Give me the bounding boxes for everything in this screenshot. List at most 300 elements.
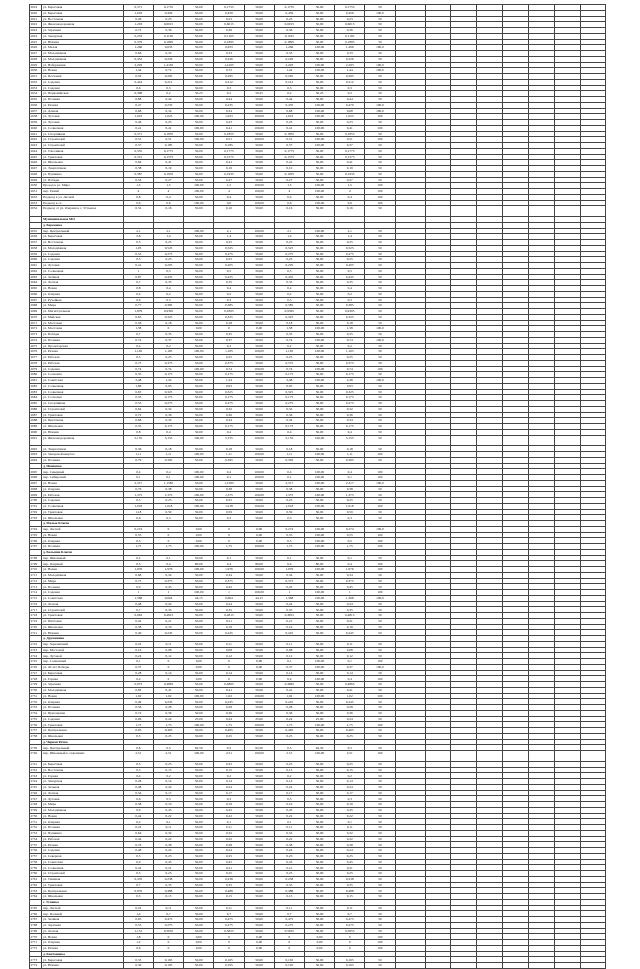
value-cell: 0,11 xyxy=(153,905,183,911)
value-cell: 50,00 xyxy=(244,120,274,126)
value-cell: 50 xyxy=(365,263,395,269)
value-cell: 50 xyxy=(365,807,395,813)
value-cell: 50,00 xyxy=(184,314,214,320)
value-cell: 50,00 xyxy=(304,424,334,430)
road-name-cell: ул. Горная xyxy=(42,676,123,682)
road-name-cell: ул. Озерная xyxy=(42,486,123,492)
value-cell: 1,165 xyxy=(153,349,183,355)
value-cell: 50,00 xyxy=(304,871,334,877)
value-cell: 0,33 xyxy=(274,51,304,57)
road-name-cell: ул. Трактовая xyxy=(42,154,123,160)
road-name-cell: ул. Мостовая xyxy=(42,320,123,326)
value-cell: 4 xyxy=(214,189,244,195)
row-number-cell: 2669 xyxy=(30,309,42,315)
row-number-cell: 2691 xyxy=(30,435,42,446)
value-cell: 0,3 xyxy=(335,796,365,802)
value-cell: 1,4 xyxy=(274,234,304,240)
value-cell: 0,398 xyxy=(123,91,153,97)
value-cell: 2,1 xyxy=(274,228,304,234)
value-cell: 0,38 xyxy=(214,486,244,492)
value-cell: 0,1 xyxy=(123,659,153,665)
value-cell: 1,75 xyxy=(335,722,365,728)
value-cell: 100,00 xyxy=(184,544,214,550)
value-cell: 50,00 xyxy=(184,143,214,149)
value-cell: 1,976 xyxy=(335,567,365,573)
value-cell: 50,00 xyxy=(304,509,334,515)
road-name-cell: ул. Пушкина xyxy=(42,171,123,177)
value-cell: 0,74 xyxy=(153,366,183,372)
value-cell: 0,5 xyxy=(123,853,153,859)
value-cell: 0,2 xyxy=(123,555,153,561)
value-cell: 50,00 xyxy=(244,733,274,739)
value-cell: 50,00 xyxy=(304,33,334,39)
value-cell: 100,00 xyxy=(304,143,334,149)
value-cell: 100,00 xyxy=(304,114,334,120)
value-cell: 100 xyxy=(365,544,395,550)
value-cell: 50 xyxy=(365,309,395,315)
value-cell: 0,205 xyxy=(274,263,304,269)
road-name-cell: ул. Мира xyxy=(42,802,123,808)
value-cell: 0,175 xyxy=(274,395,304,401)
value-cell: 0,45 xyxy=(214,859,244,865)
value-cell: 0,24 xyxy=(335,601,365,607)
value-cell: 50,00 xyxy=(184,240,214,246)
value-cell: 1,165 xyxy=(274,349,304,355)
row-number-cell: 2644 xyxy=(30,148,42,154)
value-cell: 50,00 xyxy=(304,395,334,401)
value-cell: 0,35 xyxy=(274,332,304,338)
value-cell: 0,41 xyxy=(153,687,183,693)
value-cell: 0,175 xyxy=(214,395,244,401)
value-cell: 0,24 xyxy=(153,601,183,607)
value-cell: 0,488 xyxy=(153,888,183,894)
value-cell: 4 xyxy=(153,189,183,195)
value-cell: 0,36 xyxy=(214,412,244,418)
row-number-cell: 2648 xyxy=(30,171,42,177)
table-row xyxy=(30,963,606,969)
value-cell: 0,3 xyxy=(214,796,244,802)
value-cell: 0,1935 xyxy=(335,171,365,177)
value-cell: 50,00 xyxy=(244,177,274,183)
value-cell: 0,14 xyxy=(274,779,304,785)
value-cell: 50,00 xyxy=(244,320,274,326)
value-cell: 100,00 xyxy=(304,532,334,538)
empty-cell xyxy=(502,751,528,762)
value-cell: 0,25 xyxy=(214,240,244,246)
value-cell: 50 xyxy=(365,320,395,326)
value-cell: 2,8 xyxy=(123,234,153,240)
value-cell: 0,470 xyxy=(335,102,365,108)
value-cell: 0,604 xyxy=(214,595,244,601)
value-cell: 50,00 xyxy=(304,601,334,607)
value-cell: 50,00 xyxy=(304,274,334,280)
value-cell: 0,35 xyxy=(153,882,183,888)
value-cell: 100,00 xyxy=(244,567,274,573)
value-cell: 50,00 xyxy=(244,699,274,705)
road-name-cell: ул. Школьная xyxy=(42,424,123,430)
value-cell: 50,00 xyxy=(244,274,274,280)
value-cell: 0,45 xyxy=(153,584,183,590)
value-cell: 50,00 xyxy=(244,45,274,51)
value-cell: 50 xyxy=(365,79,395,85)
value-cell: 0,25 xyxy=(274,257,304,263)
value-cell: 50,00 xyxy=(244,584,274,590)
value-cell: 2,51 xyxy=(123,751,153,762)
value-cell: 0,1 xyxy=(214,555,244,561)
value-cell: 50,00 xyxy=(244,102,274,108)
value-cell: 0,00 xyxy=(184,659,214,665)
value-cell: 0,41 xyxy=(335,687,365,693)
road-name-cell: ул. Солнечная xyxy=(42,383,123,389)
row-number-cell: 2651 xyxy=(30,189,42,195)
value-cell: 50,00 xyxy=(304,802,334,808)
row-number-cell: 2643 xyxy=(30,143,42,149)
row-number-cell: 2769 xyxy=(30,928,42,934)
value-cell: 0,1935 xyxy=(153,171,183,177)
value-cell: 50 xyxy=(365,498,395,504)
value-cell: 0,1 xyxy=(335,659,365,665)
value-cell: 0,325 xyxy=(274,389,304,395)
value-cell: 50,00 xyxy=(244,446,274,452)
row-number-cell: 2665 xyxy=(30,286,42,292)
value-cell: 50 xyxy=(365,784,395,790)
value-cell: 0,275 xyxy=(335,922,365,928)
value-cell: 0,00 xyxy=(244,945,274,951)
value-cell: 50,00 xyxy=(244,687,274,693)
value-cell: 0,295 xyxy=(335,74,365,80)
value-cell: 0,973 xyxy=(123,682,153,688)
value-cell: 0,9 xyxy=(123,584,153,590)
value-cell: 100,00 xyxy=(244,751,274,762)
row-number-cell: 2680 xyxy=(30,372,42,378)
value-cell: 0,42 xyxy=(123,865,153,871)
value-cell: 0,11 xyxy=(214,825,244,831)
value-cell: 0,32 xyxy=(335,830,365,836)
road-name-cell: ул. Восточная xyxy=(42,240,123,246)
value-cell: 1,4 xyxy=(153,234,183,240)
value-cell: 1,018 xyxy=(274,503,304,509)
value-cell: 50,00 xyxy=(244,790,274,796)
value-cell: 0,9395 xyxy=(214,309,244,315)
value-cell: 0,5655 xyxy=(153,928,183,934)
value-cell: 0,68 xyxy=(123,572,153,578)
value-cell: 0,375 xyxy=(335,360,365,366)
value-cell: 0,424 xyxy=(123,79,153,85)
value-cell: 50,00 xyxy=(304,630,334,636)
value-cell: 50,00 xyxy=(244,337,274,343)
row-number-cell: 2641 xyxy=(30,131,42,137)
value-cell: 0,24 xyxy=(214,716,244,722)
value-cell: 0 xyxy=(153,659,183,665)
value-cell: 50,00 xyxy=(304,653,334,659)
value-cell: 0,4815 xyxy=(153,613,183,619)
value-cell: 1,86 xyxy=(123,383,153,389)
value-cell: 1,131 xyxy=(123,928,153,934)
empty-cell xyxy=(450,751,476,762)
value-cell: 0,8 xyxy=(123,429,153,435)
road-name-cell: пер. Лесной xyxy=(42,526,123,532)
row-number-cell: 2768 xyxy=(30,922,42,928)
value-cell: 0,6015 xyxy=(274,22,304,28)
value-cell: 0,275 xyxy=(274,922,304,928)
road-name-cell: пер. Школьный xyxy=(42,555,123,561)
row-number-cell: 2706 xyxy=(30,538,42,544)
value-cell: 50 xyxy=(365,905,395,911)
value-cell: 0,55 xyxy=(123,532,153,538)
value-cell: 0,00 xyxy=(184,945,214,951)
value-cell: 0,37 xyxy=(274,143,304,149)
value-cell: 0,41 xyxy=(335,160,365,166)
value-cell: 0,24 xyxy=(335,784,365,790)
road-name-cell: ул. Южная xyxy=(42,963,123,969)
value-cell: 50,00 xyxy=(184,917,214,923)
value-cell: 0,38 xyxy=(335,486,365,492)
value-cell: 50 xyxy=(365,876,395,882)
value-cell: 0,633 xyxy=(214,45,244,51)
value-cell: 0,238 xyxy=(214,876,244,882)
empty-cell xyxy=(554,206,580,217)
value-cell: 50,00 xyxy=(184,911,214,917)
row-number-cell: 2659 xyxy=(30,251,42,257)
value-cell: 1,4165 xyxy=(153,62,183,68)
road-name-cell: ул. Озерная xyxy=(42,819,123,825)
road-name-cell: ул. Дачная xyxy=(42,108,123,114)
road-name-cell: ул. Береговая xyxy=(42,957,123,963)
value-cell: 0,39 xyxy=(123,963,153,969)
value-cell: 0,34 xyxy=(214,418,244,424)
value-cell: 1,018 xyxy=(335,503,365,509)
value-cell: 0,1755 xyxy=(335,5,365,11)
value-cell: 50,00 xyxy=(244,601,274,607)
value-cell: 50,00 xyxy=(304,905,334,911)
road-name-cell: ул. Восточная xyxy=(42,16,123,22)
value-cell: 5,155 xyxy=(274,435,304,446)
value-cell: 50,00 xyxy=(304,10,334,16)
value-cell: 0,4 xyxy=(153,561,183,567)
value-cell: 50,00 xyxy=(304,670,334,676)
value-cell: 100,00 xyxy=(184,200,214,206)
value-cell: 44,15 xyxy=(184,595,214,601)
value-cell: 100 xyxy=(365,722,395,728)
road-name-cell: ул. Садовая xyxy=(42,85,123,91)
value-cell: 0,74 xyxy=(335,366,365,372)
value-cell: 0,12 xyxy=(214,653,244,659)
value-cell: 0,165 xyxy=(214,957,244,963)
value-cell: 100,00 xyxy=(304,664,334,670)
value-cell: 50,00 xyxy=(244,842,274,848)
row-number-cell: 2724 xyxy=(30,653,42,659)
value-cell: 100,00 xyxy=(184,590,214,596)
value-cell: 50,00 xyxy=(184,412,214,418)
value-cell: 100,00 xyxy=(304,452,334,458)
road-name-cell: ул. Рабочая xyxy=(42,836,123,842)
value-cell: 0,00 xyxy=(244,538,274,544)
value-cell: 50,00 xyxy=(244,234,274,240)
value-cell: 0,385 xyxy=(274,303,304,309)
value-cell: 2,51 xyxy=(274,751,304,762)
road-name-cell: ул. Береговая xyxy=(42,10,123,16)
road-name-cell: ул. Школьная xyxy=(42,733,123,739)
value-cell: 44,15 xyxy=(244,595,274,601)
row-number-cell: 2653 xyxy=(30,200,42,206)
road-name-cell: ул. Строителей xyxy=(42,137,123,143)
value-cell: 100,00 xyxy=(184,567,214,573)
value-cell: 50,00 xyxy=(304,848,334,854)
road-name-cell: пер. Озерный xyxy=(42,561,123,567)
road-name-cell: ул. Цветочная xyxy=(42,418,123,424)
value-cell: 0,459 xyxy=(214,10,244,16)
section-title-cell: д. Березовка xyxy=(42,222,123,228)
value-cell: 50,00 xyxy=(184,268,214,274)
row-number-cell: 2685 xyxy=(30,401,42,407)
value-cell: 1,1585 xyxy=(153,480,183,486)
value-cell: 50,00 xyxy=(184,813,214,819)
value-cell: 50,00 xyxy=(304,194,334,200)
value-cell: 0,2 xyxy=(335,291,365,297)
value-cell: 0 xyxy=(335,934,365,940)
value-cell: 50,00 xyxy=(244,911,274,917)
value-cell: 0,175 xyxy=(214,372,244,378)
value-cell: 0,68 xyxy=(335,108,365,114)
value-cell: 50,00 xyxy=(184,790,214,796)
value-cell: 0,25 xyxy=(274,871,304,877)
row-number-cell: 2726 xyxy=(30,664,42,670)
value-cell: 0,4 xyxy=(274,469,304,475)
value-cell: 50 xyxy=(365,372,395,378)
value-cell: 0,3 xyxy=(274,515,304,521)
value-cell: 0,36 xyxy=(214,710,244,716)
road-name-cell: ул. Пролетарская xyxy=(42,343,123,349)
value-cell: 50 xyxy=(365,91,395,97)
value-cell: 0,11 xyxy=(335,825,365,831)
value-cell: 1,58 xyxy=(335,326,365,332)
row-number-cell: 2681 xyxy=(30,378,42,384)
value-cell: 0,32 xyxy=(153,406,183,412)
value-cell: 0,1 xyxy=(335,555,365,561)
section-title-cell: д. Ивановка xyxy=(42,463,123,469)
value-cell: 50 xyxy=(365,274,395,280)
value-cell: 50,00 xyxy=(244,33,274,39)
value-cell: 100,00 xyxy=(244,722,274,728)
value-cell: 50,00 xyxy=(304,120,334,126)
value-cell: 50,00 xyxy=(184,274,214,280)
value-cell: 0,5 xyxy=(123,498,153,504)
value-cell: 0,175 xyxy=(274,372,304,378)
value-cell: 0,59 xyxy=(214,509,244,515)
value-cell: 0,21 xyxy=(274,618,304,624)
value-cell: 0,4 xyxy=(123,676,153,682)
value-cell: 1,165 xyxy=(123,349,153,355)
value-cell: 0,41 xyxy=(274,125,304,131)
road-name-cell: ул. Школьная xyxy=(42,624,123,630)
row-number-cell: 2625 xyxy=(30,39,42,45)
road-name-cell: ул. Новая xyxy=(42,68,123,74)
value-cell: 0,5 xyxy=(214,745,244,751)
value-cell: 0,34 xyxy=(123,790,153,796)
value-cell: 100,00 xyxy=(184,183,214,189)
value-cell: 50,00 xyxy=(304,303,334,309)
value-cell: 0,459 xyxy=(274,10,304,16)
value-cell: 50 xyxy=(365,802,395,808)
road-name-cell: пер. Сибирский xyxy=(42,475,123,481)
value-cell: 0,72 xyxy=(123,412,153,418)
value-cell: 5,155 xyxy=(335,435,365,446)
value-cell: 100,00 xyxy=(304,200,334,206)
value-cell: 0,32 xyxy=(214,406,244,412)
value-cell: 0,36 xyxy=(153,710,183,716)
value-cell: 50 xyxy=(365,653,395,659)
value-cell: 0,24 xyxy=(123,653,153,659)
value-cell: 0,41 xyxy=(214,125,244,131)
value-cell: 50,00 xyxy=(304,710,334,716)
value-cell: 0,65 xyxy=(123,389,153,395)
value-cell: 25,00 xyxy=(304,716,334,722)
value-cell: 50 xyxy=(365,166,395,172)
value-cell: 0,41 xyxy=(214,687,244,693)
value-cell: 0,476 xyxy=(123,876,153,882)
value-cell: 5,155 xyxy=(153,435,183,446)
value-cell: 100,00 xyxy=(304,45,334,51)
value-cell: 50,00 xyxy=(244,240,274,246)
value-cell: 0,475 xyxy=(214,917,244,923)
value-cell: 0,1935 xyxy=(274,171,304,177)
value-cell: 0,9395 xyxy=(153,309,183,315)
value-cell: 0,7 xyxy=(335,911,365,917)
road-name-cell: Проезд к ул. Мира xyxy=(42,183,123,189)
road-name-cell: ул. Новая xyxy=(42,567,123,573)
value-cell: 50 xyxy=(365,745,395,751)
row-number-cell: 2661 xyxy=(30,263,42,269)
value-cell: 50,00 xyxy=(184,578,214,584)
value-cell: 5,155 xyxy=(214,435,244,446)
value-cell: 50,00 xyxy=(244,888,274,894)
value-cell: 0,245 xyxy=(214,699,244,705)
value-cell: 50,00 xyxy=(244,22,274,28)
value-cell: 0,7 xyxy=(274,911,304,917)
value-cell: 0,34 xyxy=(335,418,365,424)
value-cell: 0,5 xyxy=(123,240,153,246)
value-cell: 0,68 xyxy=(123,418,153,424)
row-number-cell: 2652 xyxy=(30,194,42,200)
value-cell: 50,00 xyxy=(244,670,274,676)
value-cell: 100,00 xyxy=(304,475,334,481)
value-cell: 50,00 xyxy=(304,555,334,561)
value-cell: 50 xyxy=(365,790,395,796)
value-cell: 0,32 xyxy=(274,830,304,836)
value-cell: 100,00 xyxy=(244,503,274,509)
value-cell: 0,604 xyxy=(153,595,183,601)
value-cell: 1,023 xyxy=(153,114,183,120)
value-cell: 0,385 xyxy=(214,303,244,309)
value-cell: 50,00 xyxy=(304,819,334,825)
road-name-cell: ул. Рабочая xyxy=(42,492,123,498)
section-title-cell: д. Малые Ключи xyxy=(42,521,123,527)
value-cell: 0,2 xyxy=(214,773,244,779)
value-cell: 50,00 xyxy=(184,705,214,711)
value-cell: 0,16 xyxy=(214,206,244,217)
value-cell: 0,5 xyxy=(335,538,365,544)
value-cell: 0,5 xyxy=(335,268,365,274)
value-cell: 0,18 xyxy=(153,446,183,452)
row-number-cell: 2753 xyxy=(30,830,42,836)
value-cell: 0,371 xyxy=(123,131,153,137)
value-cell: 50 xyxy=(365,424,395,430)
value-cell: 50,00 xyxy=(304,682,334,688)
value-cell: 0,45 xyxy=(214,807,244,813)
value-cell: 1,44 xyxy=(274,68,304,74)
value-cell: 0,2 xyxy=(153,773,183,779)
road-name-cell: ул. Садовая xyxy=(42,590,123,596)
